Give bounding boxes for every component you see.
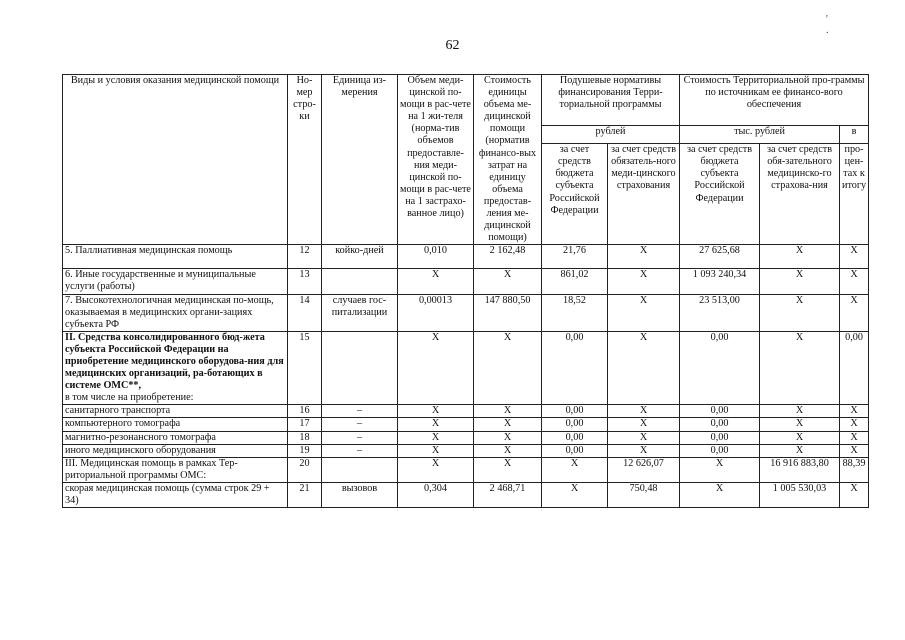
row-pc-oms: 12 626,07 — [608, 457, 680, 482]
row-tc-oms: 16 916 883,80 — [760, 457, 840, 482]
table-row — [63, 405, 869, 418]
row-unit: – — [322, 431, 398, 444]
header-unit-cost: Стоимость единицы объема ме-дицинской помощи (норматив финансо-вых затрат на единицу объема предостав-ления ме-дицинской помощи) — [474, 75, 542, 245]
row-pc-budget: 861,02 — [542, 269, 608, 294]
row-percent: X — [840, 418, 869, 431]
row-tc-budget: 1 093 240,34 — [680, 269, 760, 294]
table-row — [63, 269, 869, 294]
row-volume: X — [398, 444, 474, 457]
header-unit: Единица из-мерения — [322, 75, 398, 245]
header-program-cost-unit: тыс. рублей — [680, 126, 840, 144]
financing-table — [62, 74, 869, 508]
row-pc-budget: 0,00 — [542, 431, 608, 444]
row-tc-budget: 23 513,00 — [680, 294, 760, 331]
table-row — [63, 482, 869, 507]
row-pc-oms: X — [608, 269, 680, 294]
row-tc-oms: X — [760, 418, 840, 431]
row-cost: 147 880,50 — [474, 294, 542, 331]
row-pc-oms: X — [608, 245, 680, 269]
row-pc-budget: 0,00 — [542, 405, 608, 418]
header-per-capita-unit: рублей — [542, 126, 680, 144]
header-percent-top: в — [840, 126, 869, 144]
row-line: 12 — [288, 245, 322, 269]
row-unit — [322, 269, 398, 294]
row-cost: X — [474, 444, 542, 457]
row-line: 16 — [288, 405, 322, 418]
row-name: 7. Высокотехнологичная медицинская по-мощь, оказываемая в медицинских органи-зациях субъекта РФ — [63, 294, 288, 331]
row-line: 14 — [288, 294, 322, 331]
row-cost: X — [474, 331, 542, 405]
row-name: компьютерного томографа — [63, 418, 288, 431]
row-unit — [322, 457, 398, 482]
row-name: санитарного транспорта — [63, 405, 288, 418]
header-pc-budget: за счет средств бюджета субъекта Российской Федерации — [542, 144, 608, 245]
table-row — [63, 294, 869, 331]
row-percent: X — [840, 269, 869, 294]
row-cost: X — [474, 431, 542, 444]
row-tc-oms: X — [760, 245, 840, 269]
section-title: II. Средства консолидированного бюд-жета субъекта Российской Федерации на приобретение медицинского оборудова-ния для медицинских организаций, ра-ботающих в системе ОМС**, — [65, 331, 284, 392]
row-unit: – — [322, 444, 398, 457]
row-tc-oms: X — [760, 269, 840, 294]
row-name: магнитно-резонансного томографа — [63, 431, 288, 444]
row-pc-oms: X — [608, 294, 680, 331]
row-cost: X — [474, 457, 542, 482]
header-volume: Объем меди-цинской по-мощи в рас-чете на 1 жи-теля (норма-тив объемов предоставле-ния меди-цинской по-мощи в рас-чете на 1 застрахо-ванное лицо) — [398, 75, 474, 245]
row-tc-budget: 0,00 — [680, 331, 760, 405]
row-volume: X — [398, 331, 474, 405]
table-row — [63, 444, 869, 457]
row-pc-budget: 21,76 — [542, 245, 608, 269]
row-pc-oms: X — [608, 444, 680, 457]
row-pc-budget: 0,00 — [542, 444, 608, 457]
row-cost: X — [474, 269, 542, 294]
row-name: иного медицинского оборудования — [63, 444, 288, 457]
table-row — [63, 331, 869, 405]
row-pc-oms: X — [608, 331, 680, 405]
row-line: 13 — [288, 269, 322, 294]
row-volume: X — [398, 418, 474, 431]
header-pc-oms: за счет средств обязатель-ного меди-цинского страхования — [608, 144, 680, 245]
table-row — [63, 457, 869, 482]
row-unit: – — [322, 405, 398, 418]
row-percent: X — [840, 405, 869, 418]
row-volume: X — [398, 269, 474, 294]
row-tc-budget: X — [680, 457, 760, 482]
table-row — [63, 418, 869, 431]
header-percent: про-цен-тах к итогу — [840, 144, 869, 245]
row-unit: случаев гос-питализации — [322, 294, 398, 331]
header-program-cost-group: Стоимость Территориальной про-граммы по источникам ее финансо-вого обеспечения — [680, 75, 869, 126]
header-row-1 — [63, 75, 869, 126]
row-cost: X — [474, 405, 542, 418]
row-volume: X — [398, 457, 474, 482]
row-tc-oms: X — [760, 331, 840, 405]
table-row — [63, 431, 869, 444]
row-pc-budget: 18,52 — [542, 294, 608, 331]
header-tc-oms: за счет средств обя-зательного медицинско-го страхова-ния — [760, 144, 840, 245]
row-unit — [322, 331, 398, 405]
row-line: 15 — [288, 331, 322, 405]
row-cost: 2 468,71 — [474, 482, 542, 507]
row-tc-budget: 0,00 — [680, 405, 760, 418]
row-pc-budget: 0,00 — [542, 418, 608, 431]
row-percent: X — [840, 482, 869, 507]
row-line: 18 — [288, 431, 322, 444]
row-name: III. Медицинская помощь в рамках Тер-риториальной программы ОМС: — [63, 457, 288, 482]
row-name: 5. Паллиативная медицинская помощь — [63, 245, 288, 269]
row-pc-budget: X — [542, 457, 608, 482]
row-name: скорая медицинская помощь (сумма строк 29 + 34) — [63, 482, 288, 507]
row-tc-oms: X — [760, 444, 840, 457]
row-pc-oms: X — [608, 405, 680, 418]
row-percent: X — [840, 294, 869, 331]
row-percent: 0,00 — [840, 331, 869, 405]
header-line-number: Но-мер стро-ки — [288, 75, 322, 245]
row-tc-budget: 0,00 — [680, 444, 760, 457]
row-volume: X — [398, 405, 474, 418]
row-tc-oms: 1 005 530,03 — [760, 482, 840, 507]
row-tc-oms: X — [760, 405, 840, 418]
scan-specks: ' . — [826, 14, 865, 36]
row-cost: 2 162,48 — [474, 245, 542, 269]
row-percent: 88,39 — [840, 457, 869, 482]
row-unit: койко-дней — [322, 245, 398, 269]
row-pc-budget: 0,00 — [542, 331, 608, 405]
row-volume: 0,00013 — [398, 294, 474, 331]
row-pc-oms: X — [608, 418, 680, 431]
row-unit: вызовов — [322, 482, 398, 507]
row-name: 6. Иные государственные и муниципальные услуги (работы) — [63, 269, 288, 294]
row-tc-budget: 0,00 — [680, 418, 760, 431]
row-pc-oms: X — [608, 431, 680, 444]
header-kind-of-care: Виды и условия оказания медицинской помощи — [63, 75, 288, 245]
row-percent: X — [840, 431, 869, 444]
row-line: 21 — [288, 482, 322, 507]
row-unit: – — [322, 418, 398, 431]
row-pc-oms: 750,48 — [608, 482, 680, 507]
row-pc-budget: X — [542, 482, 608, 507]
row-line: 19 — [288, 444, 322, 457]
page-number: 62 — [445, 38, 460, 53]
section-subtitle: в том числе на приобретение: — [65, 392, 194, 404]
row-name — [63, 331, 288, 405]
row-percent: X — [840, 444, 869, 457]
row-tc-budget: 27 625,68 — [680, 245, 760, 269]
row-line: 17 — [288, 418, 322, 431]
row-volume: X — [398, 431, 474, 444]
row-cost: X — [474, 418, 542, 431]
header-per-capita-group: Подушевые нормативы финансирования Терри-ториальной программы — [542, 75, 680, 126]
row-volume: 0,304 — [398, 482, 474, 507]
header-tc-budget: за счет средств бюджета субъекта Российской Федерации — [680, 144, 760, 245]
row-tc-budget: 0,00 — [680, 431, 760, 444]
row-tc-oms: X — [760, 431, 840, 444]
row-tc-oms: X — [760, 294, 840, 331]
row-volume: 0,010 — [398, 245, 474, 269]
row-tc-budget: X — [680, 482, 760, 507]
row-line: 20 — [288, 457, 322, 482]
table-row — [63, 245, 869, 269]
row-percent: X — [840, 245, 869, 269]
